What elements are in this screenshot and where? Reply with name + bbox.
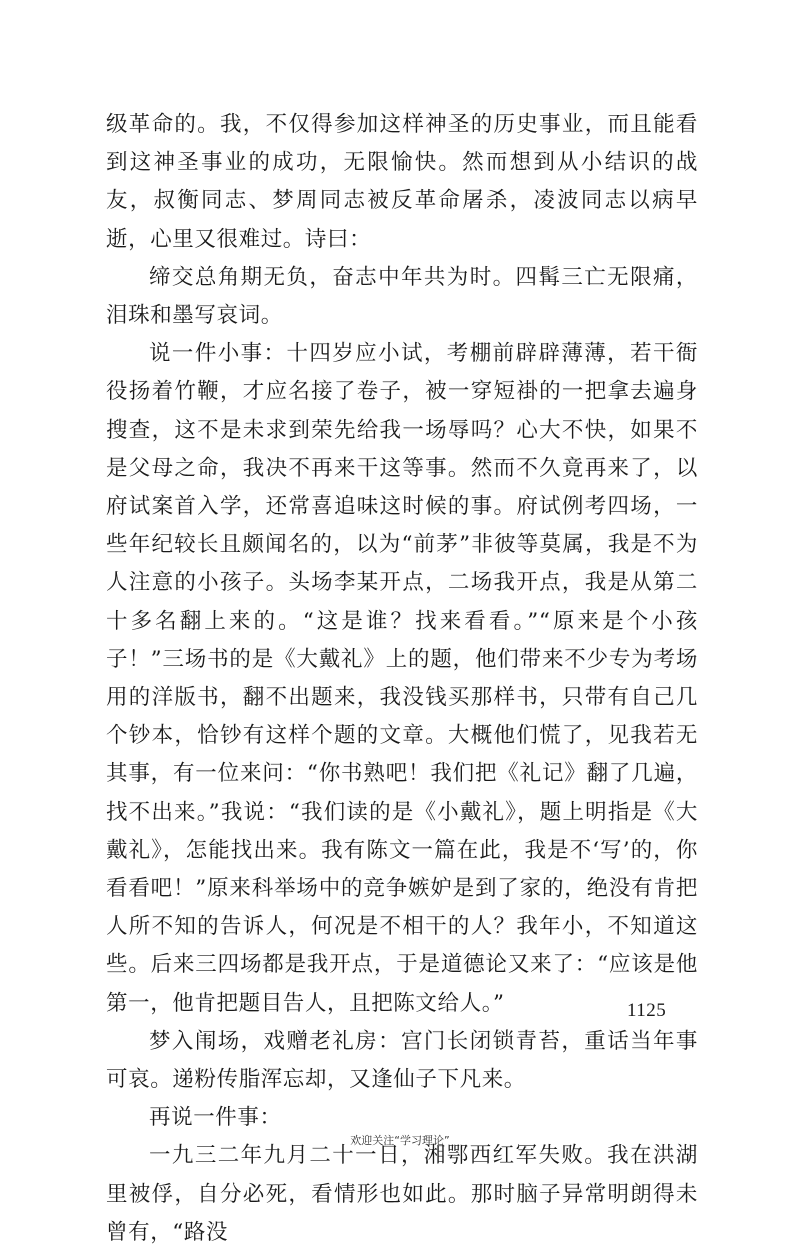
paragraph-capture: 一九三二年九月二十一日，湘鄂西红军失败。我在洪湖里被俘，自分必死，看情形也如此。那时脑子异常明朗得未曾有，“路没 <box>106 1143 698 1245</box>
page-number: 1125 <box>627 1000 667 1021</box>
paragraph-continuation: 级革命的。我，不仅得参加这样神圣的历史事业，而且能看到这神圣事业的成功，无限愉快。然而想到从小结识的战友，叔衡同志、梦周同志被反革命屠杀，凌波同志以病早逝，心里又很难过。诗曰： <box>106 112 698 252</box>
paragraph-poem-2: 梦入闱场，戏赠老礼房：宫门长闭锁青苔，重话当年事可哀。递粉传脂浑忘却，又逢仙子下凡来。 <box>106 1028 698 1093</box>
body-text <box>106 106 698 1252</box>
footer-note: 欢迎关注“学习理论” <box>350 1134 450 1147</box>
paragraph-another-story: 再说一件事： <box>149 1105 282 1131</box>
paragraph-story-exam: 说一件小事：十四岁应小试，考棚前辟辟薄薄，若干衙役扬着竹鞭，才应名接了卷子，被一穿短褂的一把拿去遍身搜查，这不是未求到荣先给我一场辱吗？心大不快，如果不是父母之命，我决不再来干这等事。然而不久竟再来了，以府试案首入学，还常喜追味这时候的事。府试例考四场，一些年纪较长且颇闻名的，以为“前茅”非彼等莫属，我是不为人注意的小孩子。头场李某开点，二场我开点，我是从第二十多名翻上来的。“这是谁？找来看看。”“原来是个小孩子！”三场书的是《大戴礼》上的题，他们带来不少专为考场用的洋版书，翻不出题来，我没钱买那样书，只带有自己几个钞本，恰钞有这样个题的文章。大概他们慌了，见我若无其事，有一位来问：“你书熟吧！我们把《礼记》翻了几遍，找不出来。”我说：“我们读的是《小戴礼》，题上明指是《大戴礼》，怎能找出来。我有陈文一篇在此，我是不‘写’的，你看看吧！”原来科举场中的竞争嫉妒是到了家的，绝没有肯把人所不知的告诉人，何况是不相干的人？我年小，不知道这些。后来三四场都是我开点，于是道德论又来了：“应该是他第一，他肯把题目告人，且把陈文给人。” <box>106 341 698 1016</box>
paragraph-poem-1: 缔交总角期无负，奋志中年共为时。四髯三亡无限痛，泪珠和墨写哀词。 <box>106 264 698 329</box>
